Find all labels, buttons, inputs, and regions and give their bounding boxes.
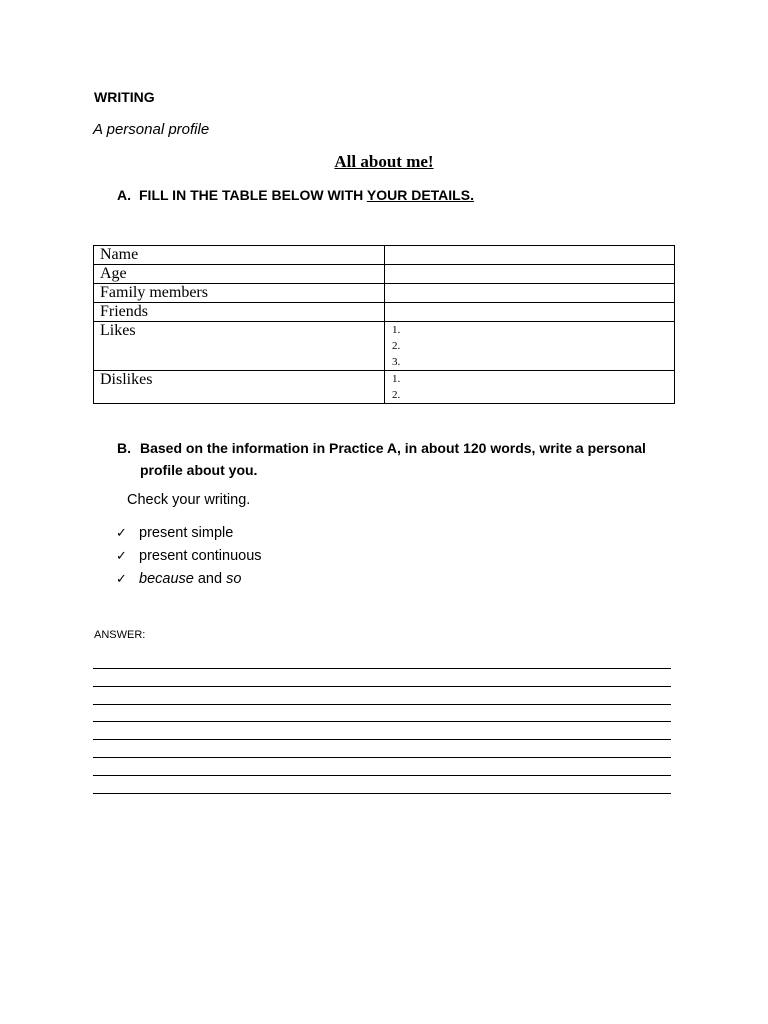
table-row-name [94,246,675,265]
checklist-item [116,568,262,591]
section-a-text: FILL IN THE TABLE BELOW WITH [139,187,367,203]
page-title: All about me! [334,152,434,171]
row-label: Likes [94,322,385,371]
likes-answer-cell[interactable] [385,322,675,371]
row-label: Age [94,265,385,284]
answer-line[interactable] [93,721,671,722]
checklist-item-text: so [226,571,242,587]
list-item-number: 3. [392,356,401,368]
worksheet-heading: WRITING [94,89,155,105]
checklist-item-text: present continuous [139,548,262,564]
checklist-item-text: present simple [139,525,234,541]
section-a-number: A. [117,187,131,203]
section-a-instruction [117,187,474,203]
checklist-item [116,522,262,545]
checklist-item [116,545,262,568]
checkmark-icon: ✓ [116,572,127,587]
name-answer-cell[interactable] [385,246,675,265]
section-b-text: Based on the information in Practice A, in about 120 words, write a personal profile about you. [140,440,646,478]
answer-label: ANSWER: [94,629,146,641]
section-a-underlined-text: YOUR DETAILS. [366,187,474,203]
table-row-dislikes [94,371,675,404]
answer-line[interactable] [93,668,671,669]
checkmark-icon: ✓ [116,526,127,541]
answer-line[interactable] [93,757,671,758]
row-label: Name [94,246,385,265]
checklist [116,522,262,591]
checkmark-icon: ✓ [116,549,127,564]
worksheet-subheading: A personal profile [93,121,210,138]
checklist-item-text: and [193,571,227,587]
section-b-instruction [117,437,660,481]
section-b-number: B. [117,440,131,456]
list-item-number: 1. [392,373,401,385]
dislikes-answer-cell[interactable] [385,371,675,404]
list-item-number: 2. [392,389,401,401]
check-writing-label: Check your writing. [127,492,251,508]
table-row-family [94,284,675,303]
answer-line[interactable] [93,704,671,705]
age-answer-cell[interactable] [385,265,675,284]
details-table [93,245,675,404]
answer-line[interactable] [93,775,671,776]
table-row-age [94,265,675,284]
row-label: Family members [94,284,385,303]
table-row-friends [94,303,675,322]
answer-line[interactable] [93,686,671,687]
row-label: Dislikes [94,371,385,404]
friends-answer-cell[interactable] [385,303,675,322]
table-row-likes [94,322,675,371]
family-answer-cell[interactable] [385,284,675,303]
answer-line[interactable] [93,793,671,794]
list-item-number: 1. [392,324,401,336]
row-label: Friends [94,303,385,322]
answer-line[interactable] [93,739,671,740]
checklist-item-text: because [139,571,194,587]
list-item-number: 2. [392,340,401,352]
